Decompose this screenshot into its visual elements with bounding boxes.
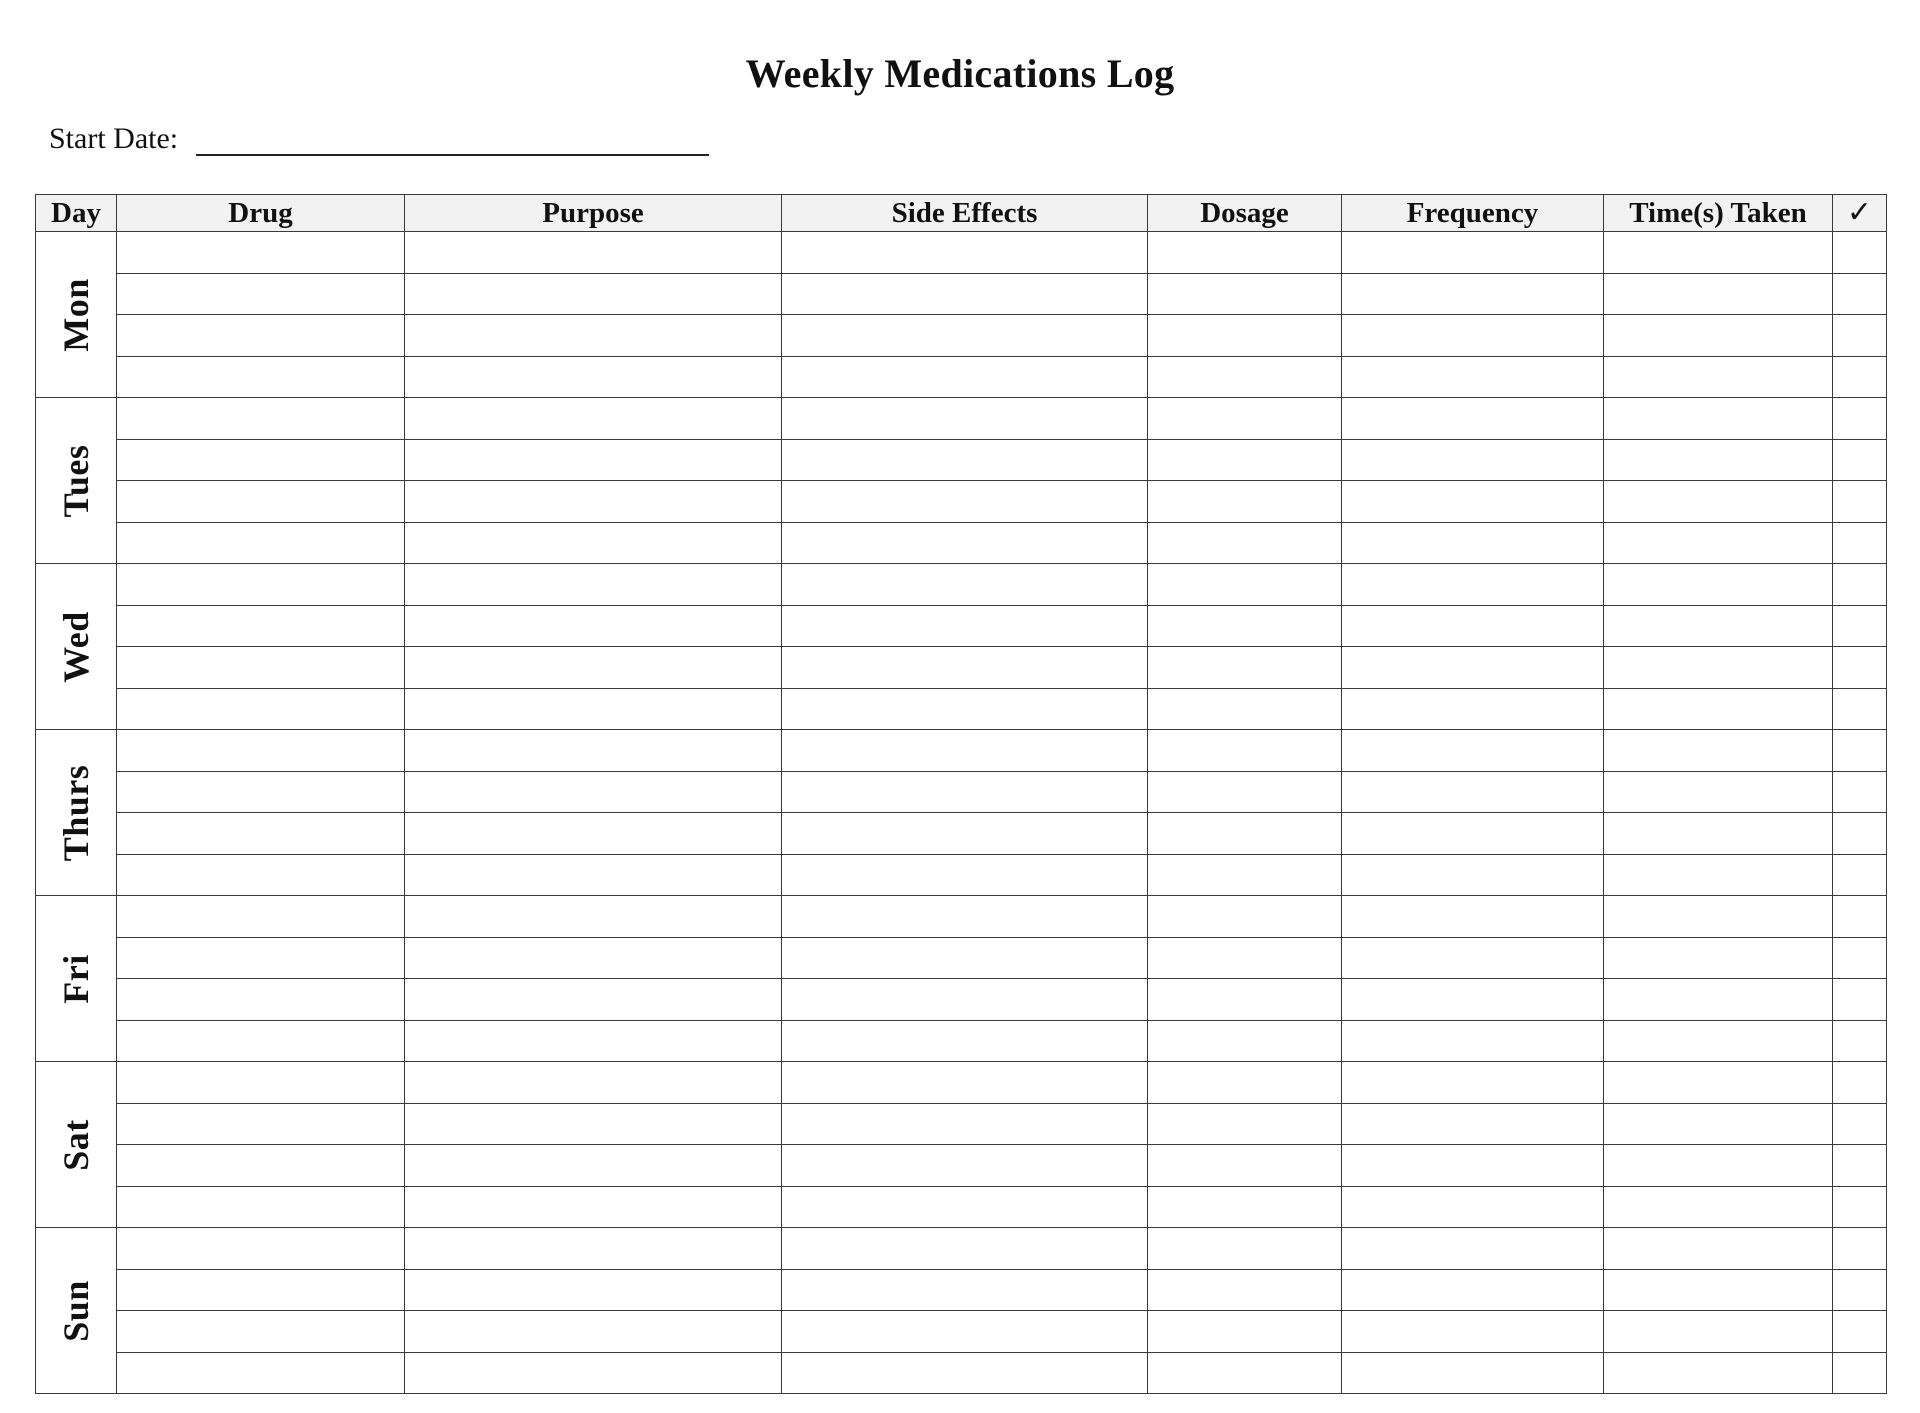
times-taken-cell[interactable] [1604,1228,1833,1270]
page-title: Weekly Medications Log [745,51,1175,96]
medications-log-table [35,194,1887,1394]
frequency-cell[interactable] [1342,356,1604,398]
dosage-cell[interactable] [1148,730,1342,772]
table-row [36,1186,1887,1228]
dosage-cell[interactable] [1148,564,1342,606]
side-effects-cell[interactable] [782,771,1148,813]
day-label: Sun [56,1279,96,1342]
column-header-side-effects: Side Effects [782,195,1148,232]
times-taken-cell[interactable] [1604,896,1833,938]
day-cell [36,896,117,1062]
side-effects-cell[interactable] [782,481,1148,523]
purpose-cell[interactable] [405,439,782,481]
purpose-cell[interactable] [405,398,782,440]
frequency-cell[interactable] [1342,1269,1604,1311]
table-row [36,688,1887,730]
times-taken-cell[interactable] [1604,273,1833,315]
dosage-cell[interactable] [1148,1186,1342,1228]
dosage-cell[interactable] [1148,1228,1342,1270]
day-label: Wed [56,610,96,683]
table-row [36,896,1887,938]
table-row [36,522,1887,564]
side-effects-cell[interactable] [782,1311,1148,1353]
purpose-cell[interactable] [405,1269,782,1311]
frequency-cell[interactable] [1342,439,1604,481]
dosage-cell[interactable] [1148,688,1342,730]
taken-check-cell[interactable] [1833,896,1887,938]
day-cell [36,1228,117,1394]
taken-check-cell[interactable] [1833,1186,1887,1228]
table-row [36,813,1887,855]
drug-cell[interactable] [117,854,405,896]
table-row [36,1103,1887,1145]
taken-check-cell[interactable] [1833,232,1887,274]
frequency-cell[interactable] [1342,1352,1604,1394]
frequency-cell[interactable] [1342,896,1604,938]
drug-cell[interactable] [117,1186,405,1228]
purpose-cell[interactable] [405,979,782,1021]
taken-check-cell[interactable] [1833,647,1887,689]
times-taken-cell[interactable] [1604,1311,1833,1353]
purpose-cell[interactable] [405,481,782,523]
purpose-cell[interactable] [405,937,782,979]
taken-check-cell[interactable] [1833,1228,1887,1270]
times-taken-cell[interactable] [1604,522,1833,564]
purpose-cell[interactable] [405,1103,782,1145]
column-header-drug: Drug [117,195,405,232]
drug-cell[interactable] [117,1352,405,1394]
side-effects-cell[interactable] [782,1020,1148,1062]
dosage-cell[interactable] [1148,481,1342,523]
table-row [36,356,1887,398]
times-taken-cell[interactable] [1604,398,1833,440]
taken-check-cell[interactable] [1833,356,1887,398]
frequency-cell[interactable] [1342,522,1604,564]
dosage-cell[interactable] [1148,1145,1342,1187]
table-row [36,564,1887,606]
frequency-cell[interactable] [1342,481,1604,523]
dosage-cell[interactable] [1148,1062,1342,1104]
side-effects-cell[interactable] [782,813,1148,855]
purpose-cell[interactable] [405,688,782,730]
drug-cell[interactable] [117,522,405,564]
header-row [36,195,1887,232]
drug-cell[interactable] [117,273,405,315]
taken-check-cell[interactable] [1833,1103,1887,1145]
purpose-cell[interactable] [405,854,782,896]
purpose-cell[interactable] [405,1228,782,1270]
times-taken-cell[interactable] [1604,1020,1833,1062]
dosage-cell[interactable] [1148,854,1342,896]
side-effects-cell[interactable] [782,688,1148,730]
drug-cell[interactable] [117,564,405,606]
table-row [36,1228,1887,1270]
dosage-cell[interactable] [1148,356,1342,398]
frequency-cell[interactable] [1342,1311,1604,1353]
frequency-cell[interactable] [1342,1186,1604,1228]
day-cell [36,232,117,398]
frequency-cell[interactable] [1342,647,1604,689]
frequency-cell[interactable] [1342,688,1604,730]
table-row [36,605,1887,647]
side-effects-cell[interactable] [782,439,1148,481]
day-cell [36,1062,117,1228]
side-effects-cell[interactable] [782,1145,1148,1187]
frequency-cell[interactable] [1342,564,1604,606]
table-row [36,937,1887,979]
dosage-cell[interactable] [1148,232,1342,274]
times-taken-cell[interactable] [1604,1062,1833,1104]
frequency-cell[interactable] [1342,605,1604,647]
table-row [36,273,1887,315]
frequency-cell[interactable] [1342,398,1604,440]
column-header-times-taken: Time(s) Taken [1604,195,1833,232]
purpose-cell[interactable] [405,315,782,357]
side-effects-cell[interactable] [782,647,1148,689]
column-header-frequency: Frequency [1342,195,1604,232]
taken-check-cell[interactable] [1833,771,1887,813]
drug-cell[interactable] [117,605,405,647]
taken-check-cell[interactable] [1833,1145,1887,1187]
dosage-cell[interactable] [1148,315,1342,357]
frequency-cell[interactable] [1342,273,1604,315]
taken-check-cell[interactable] [1833,688,1887,730]
side-effects-cell[interactable] [782,564,1148,606]
taken-check-cell[interactable] [1833,1269,1887,1311]
frequency-cell[interactable] [1342,315,1604,357]
purpose-cell[interactable] [405,1062,782,1104]
dosage-cell[interactable] [1148,1103,1342,1145]
dosage-cell[interactable] [1148,1311,1342,1353]
drug-cell[interactable] [117,481,405,523]
times-taken-cell[interactable] [1604,1269,1833,1311]
drug-cell[interactable] [117,1020,405,1062]
table-row [36,979,1887,1021]
taken-check-cell[interactable] [1833,481,1887,523]
table-row [36,1020,1887,1062]
side-effects-cell[interactable] [782,730,1148,772]
taken-check-cell[interactable] [1833,1020,1887,1062]
column-header-purpose: Purpose [405,195,782,232]
side-effects-cell[interactable] [782,398,1148,440]
side-effects-cell[interactable] [782,522,1148,564]
taken-check-cell[interactable] [1833,439,1887,481]
day-label: Fri [56,953,96,1004]
frequency-cell[interactable] [1342,979,1604,1021]
taken-check-cell[interactable] [1833,1311,1887,1353]
start-date-field[interactable] [196,126,709,156]
side-effects-cell[interactable] [782,937,1148,979]
side-effects-cell[interactable] [782,356,1148,398]
purpose-cell[interactable] [405,1145,782,1187]
side-effects-cell[interactable] [782,605,1148,647]
table-row [36,481,1887,523]
dosage-cell[interactable] [1148,1020,1342,1062]
drug-cell[interactable] [117,1103,405,1145]
taken-check-cell[interactable] [1833,564,1887,606]
table-row [36,1062,1887,1104]
drug-cell[interactable] [117,1145,405,1187]
checkmark-icon: ✓ [1846,195,1873,230]
purpose-cell[interactable] [405,1311,782,1353]
side-effects-cell[interactable] [782,232,1148,274]
dosage-cell[interactable] [1148,522,1342,564]
times-taken-cell[interactable] [1604,232,1833,274]
taken-check-cell[interactable] [1833,605,1887,647]
dosage-cell[interactable] [1148,439,1342,481]
purpose-cell[interactable] [405,273,782,315]
times-taken-cell[interactable] [1604,481,1833,523]
dosage-cell[interactable] [1148,605,1342,647]
drug-cell[interactable] [117,398,405,440]
times-taken-cell[interactable] [1604,647,1833,689]
purpose-cell[interactable] [405,730,782,772]
frequency-cell[interactable] [1342,1103,1604,1145]
drug-cell[interactable] [117,1062,405,1104]
log-body [36,232,1887,1394]
times-taken-cell[interactable] [1604,730,1833,772]
dosage-cell[interactable] [1148,813,1342,855]
day-cell [36,564,117,730]
taken-check-cell[interactable] [1833,398,1887,440]
drug-cell[interactable] [117,979,405,1021]
side-effects-cell[interactable] [782,1186,1148,1228]
times-taken-cell[interactable] [1604,1186,1833,1228]
dosage-cell[interactable] [1148,771,1342,813]
purpose-cell[interactable] [405,522,782,564]
frequency-cell[interactable] [1342,813,1604,855]
frequency-cell[interactable] [1342,1062,1604,1104]
times-taken-cell[interactable] [1604,315,1833,357]
purpose-cell[interactable] [405,647,782,689]
times-taken-cell[interactable] [1604,439,1833,481]
times-taken-cell[interactable] [1604,1103,1833,1145]
times-taken-cell[interactable] [1604,605,1833,647]
purpose-cell[interactable] [405,896,782,938]
drug-cell[interactable] [117,1228,405,1270]
taken-check-cell[interactable] [1833,315,1887,357]
times-taken-cell[interactable] [1604,979,1833,1021]
times-taken-cell[interactable] [1604,1352,1833,1394]
column-header-check [1833,195,1887,232]
drug-cell[interactable] [117,896,405,938]
drug-cell[interactable] [117,937,405,979]
side-effects-cell[interactable] [782,896,1148,938]
dosage-cell[interactable] [1148,398,1342,440]
day-label: Thurs [56,764,96,861]
frequency-cell[interactable] [1342,1020,1604,1062]
table-row [36,730,1887,772]
frequency-cell[interactable] [1342,771,1604,813]
times-taken-cell[interactable] [1604,688,1833,730]
table-row [36,771,1887,813]
dosage-cell[interactable] [1148,273,1342,315]
times-taken-cell[interactable] [1604,813,1833,855]
table-row [36,1145,1887,1187]
drug-cell[interactable] [117,771,405,813]
frequency-cell[interactable] [1342,937,1604,979]
table-row [36,1269,1887,1311]
purpose-cell[interactable] [405,1186,782,1228]
table-row [36,398,1887,440]
column-header-dosage: Dosage [1148,195,1342,232]
dosage-cell[interactable] [1148,937,1342,979]
table-row [36,1352,1887,1394]
taken-check-cell[interactable] [1833,813,1887,855]
dosage-cell[interactable] [1148,1269,1342,1311]
frequency-cell[interactable] [1342,232,1604,274]
taken-check-cell[interactable] [1833,937,1887,979]
table-row [36,315,1887,357]
times-taken-cell[interactable] [1604,1145,1833,1187]
drug-cell[interactable] [117,688,405,730]
start-date-label: Start Date: [49,122,179,155]
side-effects-cell[interactable] [782,854,1148,896]
purpose-cell[interactable] [405,813,782,855]
dosage-cell[interactable] [1148,647,1342,689]
frequency-cell[interactable] [1342,1228,1604,1270]
taken-check-cell[interactable] [1833,273,1887,315]
purpose-cell[interactable] [405,1020,782,1062]
taken-check-cell[interactable] [1833,1062,1887,1104]
drug-cell[interactable] [117,813,405,855]
table-row [36,439,1887,481]
side-effects-cell[interactable] [782,979,1148,1021]
times-taken-cell[interactable] [1604,771,1833,813]
drug-cell[interactable] [117,647,405,689]
side-effects-cell[interactable] [782,273,1148,315]
drug-cell[interactable] [117,439,405,481]
taken-check-cell[interactable] [1833,1352,1887,1394]
times-taken-cell[interactable] [1604,356,1833,398]
times-taken-cell[interactable] [1604,854,1833,896]
day-label: Tues [56,444,96,517]
dosage-cell[interactable] [1148,896,1342,938]
frequency-cell[interactable] [1342,854,1604,896]
drug-cell[interactable] [117,232,405,274]
taken-check-cell[interactable] [1833,730,1887,772]
times-taken-cell[interactable] [1604,937,1833,979]
purpose-cell[interactable] [405,564,782,606]
drug-cell[interactable] [117,1269,405,1311]
day-label: Mon [56,277,96,352]
table-row [36,1311,1887,1353]
purpose-cell[interactable] [405,1352,782,1394]
purpose-cell[interactable] [405,771,782,813]
frequency-cell[interactable] [1342,1145,1604,1187]
taken-check-cell[interactable] [1833,854,1887,896]
side-effects-cell[interactable] [782,1103,1148,1145]
frequency-cell[interactable] [1342,730,1604,772]
side-effects-cell[interactable] [782,1228,1148,1270]
day-cell [36,730,117,896]
purpose-cell[interactable] [405,605,782,647]
side-effects-cell[interactable] [782,1352,1148,1394]
dosage-cell[interactable] [1148,979,1342,1021]
drug-cell[interactable] [117,1311,405,1353]
purpose-cell[interactable] [405,232,782,274]
day-label: Sat [56,1118,96,1171]
drug-cell[interactable] [117,356,405,398]
side-effects-cell[interactable] [782,1062,1148,1104]
table-row [36,647,1887,689]
column-header-day: Day [36,195,117,232]
drug-cell[interactable] [117,315,405,357]
table-row [36,854,1887,896]
dosage-cell[interactable] [1148,1352,1342,1394]
taken-check-cell[interactable] [1833,979,1887,1021]
taken-check-cell[interactable] [1833,522,1887,564]
times-taken-cell[interactable] [1604,564,1833,606]
purpose-cell[interactable] [405,356,782,398]
side-effects-cell[interactable] [782,315,1148,357]
table-row [36,232,1887,274]
day-cell [36,398,117,564]
drug-cell[interactable] [117,730,405,772]
side-effects-cell[interactable] [782,1269,1148,1311]
start-date-row [49,116,709,156]
